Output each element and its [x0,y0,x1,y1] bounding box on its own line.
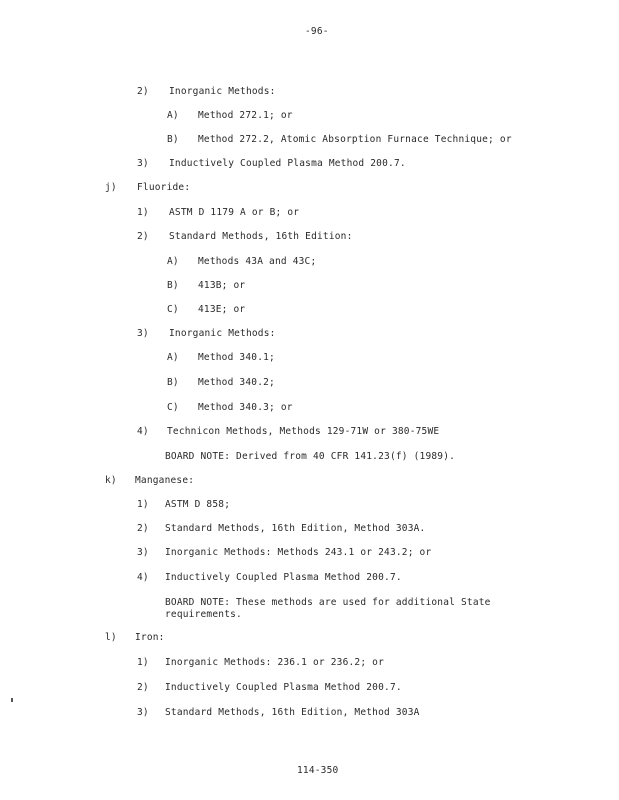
item-text: Inorganic Methods: Methods 243.1 or 243.2; or [165,547,432,558]
page-number: -96- [305,26,329,37]
item-text: Method 340.3; or [198,402,293,413]
board-note: BOARD NOTE: These methods are used for additional State [165,597,491,608]
item-label: 1) [137,499,149,510]
section-label: j) [105,182,117,193]
item-text: Technicon Methods, Methods 129-71W or 380-75WE [167,426,440,437]
item-label: 2) [137,523,149,534]
item-text: Method 272.2, Atomic Absorption Furnace Technique; or [198,134,512,145]
item-label: C) [167,402,179,413]
item-text: Standard Methods, 16th Edition, Method 303A [165,707,420,718]
board-note: BOARD NOTE: Derived from 40 CFR 141.23(f) (1989). [165,451,456,462]
item-text: Inductively Coupled Plasma Method 200.7. [165,572,402,583]
item-label: 2) [137,231,149,242]
margin-mark [11,698,13,702]
item-label: B) [167,134,179,145]
board-note-continued: requirements. [165,609,242,620]
page-footer: 114-350 [297,765,339,776]
item-text: Method 340.1; [198,352,275,363]
item-text: 413E; or [198,304,246,315]
item-label: C) [167,304,179,315]
item-text: Method 340.2; [198,377,275,388]
item-text: Methods 43A and 43C; [198,256,317,267]
item-label: A) [167,110,179,121]
item-text: ASTM D 858; [165,499,231,510]
item-text: Inorganic Methods: 236.1 or 236.2; or [165,657,385,668]
item-text: ASTM D 1179 A or B; or [169,207,300,218]
item-label: 3) [137,707,149,718]
item-text: Standard Methods, 16th Edition, Method 303A. [165,523,426,534]
item-label: 3) [137,158,149,169]
item-text: Inorganic Methods: [169,86,276,97]
section-title: Manganese: [135,475,195,486]
section-title: Fluoride: [137,182,191,193]
item-label: 3) [137,547,149,558]
section-label: k) [105,475,117,486]
item-label: A) [167,256,179,267]
section-label: l) [105,632,117,643]
item-label: 1) [137,657,149,668]
section-title: Iron: [135,632,165,643]
item-label: 3) [137,328,149,339]
item-label: B) [167,280,179,291]
item-text: Inductively Coupled Plasma Method 200.7. [169,158,406,169]
item-text: Method 272.1; or [198,110,293,121]
item-text: 413B; or [198,280,246,291]
item-label: B) [167,377,179,388]
item-text: Inductively Coupled Plasma Method 200.7. [165,682,402,693]
item-label: 2) [137,86,149,97]
item-label: 2) [137,682,149,693]
item-label: 4) [137,572,149,583]
item-text: Inorganic Methods: [169,328,276,339]
item-label: 4) [137,426,149,437]
item-label: 1) [137,207,149,218]
item-text: Standard Methods, 16th Edition: [169,231,353,242]
item-label: A) [167,352,179,363]
